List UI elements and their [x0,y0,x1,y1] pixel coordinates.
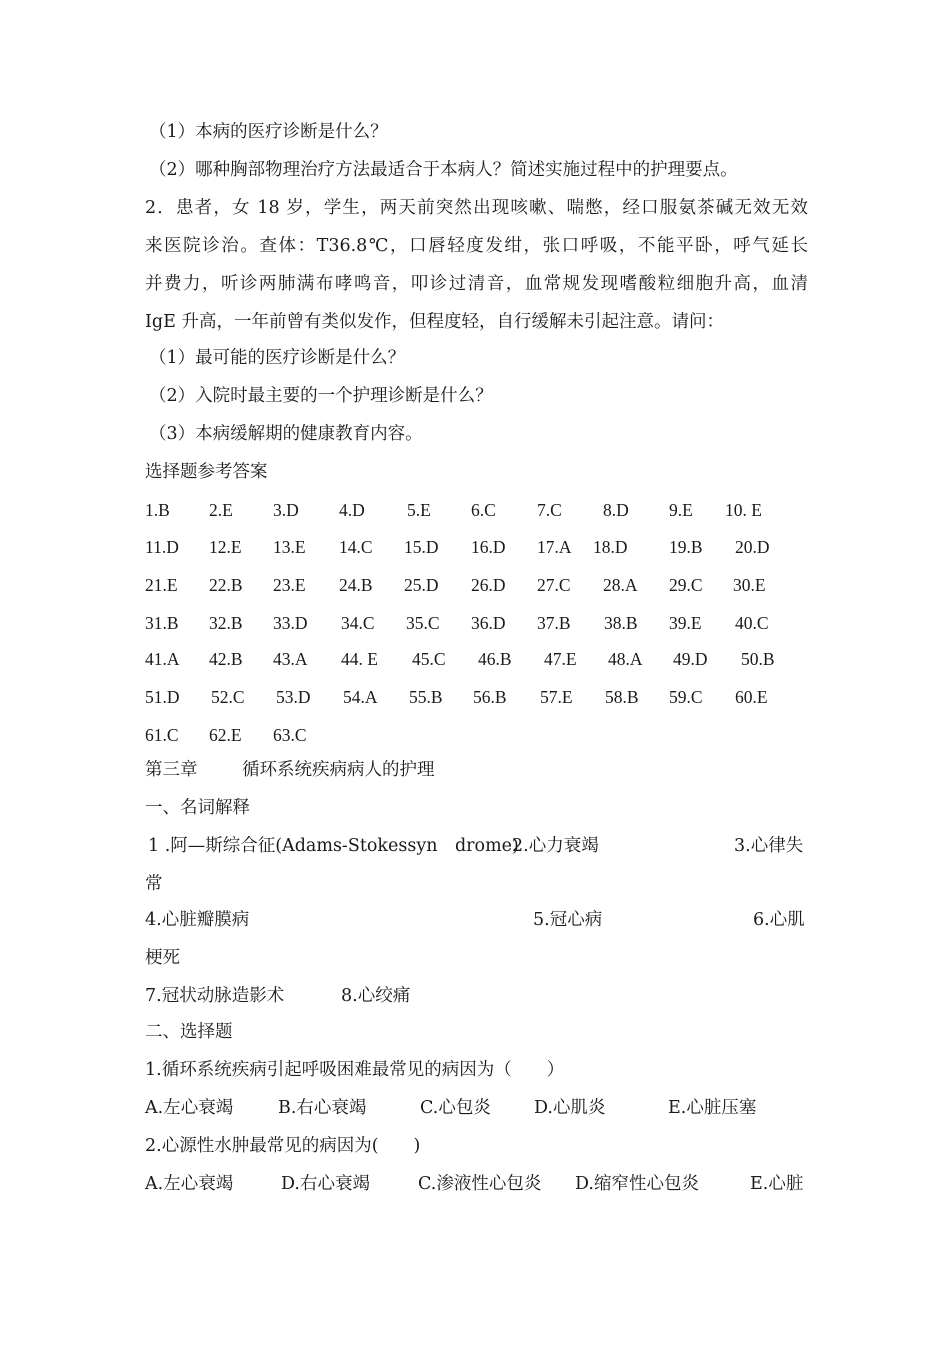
answer-key-cell: 29.C [669,575,703,595]
answer-key-cell: 10. E [725,500,762,520]
answer-key-cell: 32.B [209,613,243,633]
answer-key-cell: 15.D [404,537,439,557]
case1-question-2: （2）哪种胸部物理治疗方法最适合于本病人？简述实施过程中的护理要点。 [149,160,738,180]
answer-key-cell: 53.D [276,687,311,707]
answer-key-cell: 20.D [735,537,770,557]
answer-key-cell: 13.E [273,537,306,557]
case2-text-line: 来医院诊治。查体：T36.8℃，口唇轻度发绀，张口呼吸，不能平卧，呼气延长 [145,236,808,256]
answer-key-cell: 5.E [407,500,431,520]
answer-key-cell: 1.B [145,500,170,520]
answer-key-heading: 选择题参考答案 [145,462,268,482]
answer-key-cell: 54.A [343,687,378,707]
answer-key-cell: 61.C [145,725,179,745]
answer-key-cell: 9.E [669,500,693,520]
answer-key-cell: 28.A [603,575,638,595]
case2-text-line: 并费力，听诊两肺满布哮鸣音，叩诊过清音，血常规发现嗜酸粒细胞升高，血清 [145,274,808,294]
term-item: 4.心脏瓣膜病 [145,910,250,930]
term-item-continuation: 梗死 [145,948,180,968]
answer-key-row [0,647,952,671]
question-option: C.渗液性心包炎 [418,1174,542,1194]
question-option: D.右心衰竭 [281,1174,370,1194]
answer-key-cell: 51.D [145,687,180,707]
answer-key-row [0,573,952,597]
answer-key-cell: 16.D [471,537,506,557]
case2-question: （1）最可能的医疗诊断是什么？ [149,348,406,368]
case2-text-line: IgE 升高，一年前曾有类似发作，但程度轻，自行缓解未引起注意。请问： [145,312,724,332]
section-heading: 二、选择题 [145,1022,233,1042]
answer-key-cell: 3.D [273,500,299,520]
answer-key-cell: 4.D [339,500,365,520]
answer-key-cell: 23.E [273,575,306,595]
term-item: 8.心绞痛 [341,986,411,1006]
answer-key-cell: 26.D [471,575,506,595]
question-stem: 1.循环系统疾病引起呼吸困难最常见的病因为（ ） [145,1060,565,1080]
question-option: A.左心衰竭 [145,1174,234,1194]
answer-key-cell: 36.D [471,613,506,633]
answer-key-cell: 25.D [404,575,439,595]
section-heading: 一、名词解释 [145,798,250,818]
answer-key-cell: 60.E [735,687,768,707]
answer-key-row [0,723,952,747]
answer-key-cell: 45.C [412,649,446,669]
answer-key-cell: 34.C [341,613,375,633]
answer-key-cell: 2.E [209,500,233,520]
answer-key-cell: 12.E [209,537,242,557]
answer-key-cell: 31.B [145,613,179,633]
answer-key-cell: 62.E [209,725,242,745]
answer-key-cell: 47.E [544,649,577,669]
answer-key-cell: 42.B [209,649,243,669]
question-option: A.左心衰竭 [145,1098,234,1118]
answer-key-cell: 59.C [669,687,703,707]
question-option: E.心脏 [750,1174,804,1194]
answer-key-row [0,685,952,709]
answer-key-cell: 21.E [145,575,178,595]
answer-key-cell: 17.A [537,537,572,557]
answer-key-cell: 18.D [593,537,628,557]
case2-question: （2）入院时最主要的一个护理诊断是什么？ [149,386,493,406]
answer-key-cell: 46.B [478,649,512,669]
answer-key-cell: 50.B [741,649,775,669]
answer-key-row [0,611,952,635]
term-item: 1 .阿—斯综合征(Adams-Stokessyn drome) [148,836,519,856]
answer-key-cell: 19.B [669,537,703,557]
answer-key-cell: 33.D [273,613,308,633]
answer-key-cell: 22.B [209,575,243,595]
chapter-title: 循环系统疾病病人的护理 [242,760,435,780]
answer-key-cell: 35.C [406,613,440,633]
term-item-continuation: 常 [145,874,163,894]
answer-key-row [0,535,952,559]
answer-key-cell: 57.E [540,687,573,707]
answer-key-cell: 48.A [608,649,643,669]
answer-key-cell: 38.B [604,613,638,633]
answer-key-cell: 30.E [733,575,766,595]
chapter-number: 第三章 [145,760,198,780]
answer-key-cell: 63.C [273,725,307,745]
term-item: 7.冠状动脉造影术 [145,986,285,1006]
answer-key-cell: 6.C [471,500,496,520]
question-option: E.心脏压塞 [668,1098,757,1118]
answer-key-cell: 55.B [409,687,443,707]
term-item: 5.冠心病 [533,910,603,930]
case2-question: （3）本病缓解期的健康教育内容。 [149,424,423,444]
question-option: C.心包炎 [420,1098,491,1118]
answer-key-cell: 58.B [605,687,639,707]
answer-key-cell: 8.D [603,500,629,520]
answer-key-cell: 37.B [537,613,571,633]
term-item: 2.心力衰竭 [512,836,599,856]
question-option: D.心肌炎 [534,1098,606,1118]
answer-key-cell: 56.B [473,687,507,707]
answer-key-cell: 11.D [145,537,179,557]
answer-key-cell: 27.C [537,575,571,595]
question-stem: 2.心源性水肿最常见的病因为( ) [145,1136,421,1156]
term-item: 3.心律失 [734,836,804,856]
answer-key-cell: 44. E [341,649,378,669]
case2-text-line: 2．患者，女 18 岁，学生，两天前突然出现咳嗽、喘憋，经口服氨茶碱无效无效 [145,198,808,218]
answer-key-cell: 24.B [339,575,373,595]
answer-key-cell: 7.C [537,500,562,520]
answer-key-cell: 39.E [669,613,702,633]
answer-key-cell: 14.C [339,537,373,557]
answer-key-cell: 43.A [273,649,308,669]
case1-question-1: （1）本病的医疗诊断是什么？ [149,122,388,142]
answer-key-cell: 40.C [735,613,769,633]
answer-key-cell: 49.D [673,649,708,669]
answer-key-cell: 52.C [211,687,245,707]
term-item: 6.心肌 [753,910,805,930]
question-option: D.缩窄性心包炎 [575,1174,699,1194]
question-option: B.右心衰竭 [278,1098,367,1118]
answer-key-row [0,498,952,522]
answer-key-cell: 41.A [145,649,180,669]
